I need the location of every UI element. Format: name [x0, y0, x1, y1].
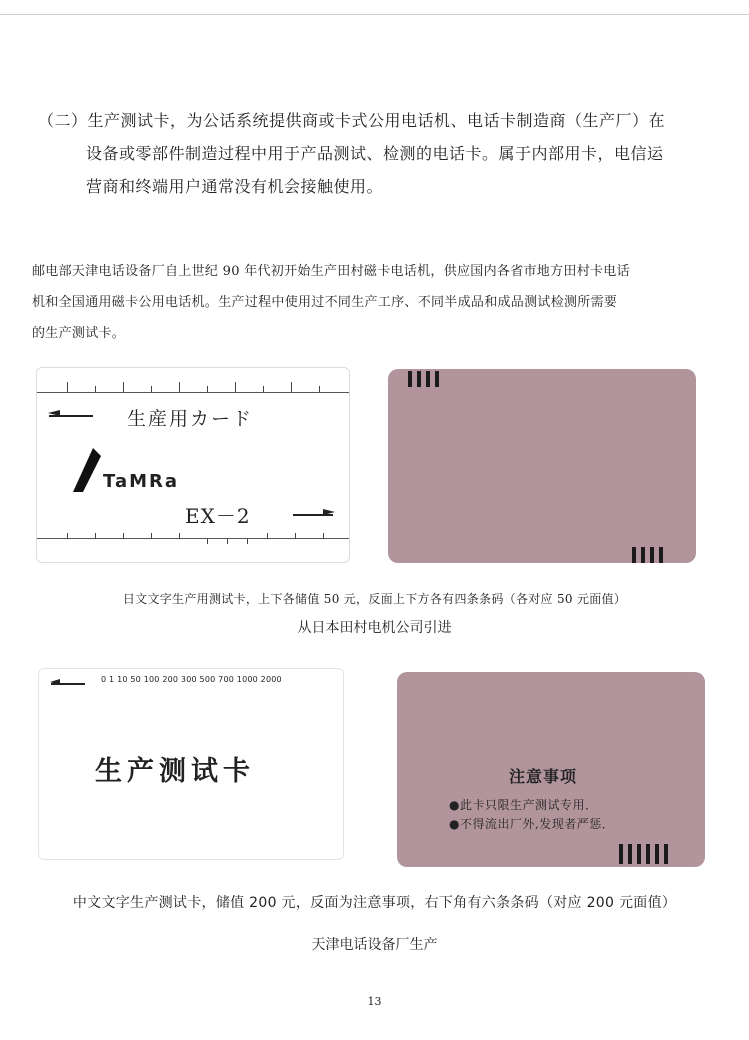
bottom-ruler	[37, 538, 349, 541]
section-paragraph	[38, 104, 718, 203]
intro-line-2: 机和全国通用磁卡公用电话机。生产过程中使用过不同生产工序、不同半成品和成品测试检测所需要	[32, 295, 618, 310]
japanese-test-card-back	[388, 369, 696, 563]
page-number: 13	[367, 995, 382, 1008]
card-title: 生产测试卡	[95, 756, 255, 787]
barcode-top	[408, 371, 439, 387]
top-border-line	[0, 14, 749, 15]
chinese-test-card-back	[397, 672, 705, 867]
notice-line-1: ●此卡只限生产测试专用．	[449, 798, 598, 812]
intro-line-1: 邮电部天津电话设备厂自上世纪 90 年代初开始生产田村磁卡电话机，供应国内各省市地方田村卡电话	[32, 264, 630, 279]
notice-title: 注意事项	[509, 767, 578, 786]
barcode-bottom	[632, 547, 663, 563]
barcode-bottom-right	[619, 844, 668, 864]
card2-caption: 中文文字生产测试卡，储值 200 元，反面为注意事项，右下角有六条条码（对应 200 元面值）	[72, 895, 677, 911]
card1-caption: 日文文字生产用测试卡，上下各储值 50 元，反面上下方各有四条条码（各对应 50 元面值）	[122, 592, 627, 606]
intro-line-3: 的生产测试卡。	[32, 326, 126, 341]
arrow-left-icon	[49, 415, 93, 417]
section-line-3: 营商和终端用户通常没有机会接触使用。	[86, 177, 384, 196]
chinese-test-card-front	[38, 668, 344, 860]
intro-paragraph	[32, 256, 722, 349]
card-front-label: 生産用カード	[127, 408, 254, 430]
tamra-logo-icon	[73, 448, 101, 492]
section-line-2: 设备或零部件制造过程中用于产品测试、检测的电话卡。属于内部用卡，电信运	[86, 144, 664, 163]
top-ruler	[37, 378, 349, 393]
card2-source: 天津电话设备厂生产	[311, 937, 438, 953]
section-heading-line: （二）生产测试卡，为公话系统提供商或卡式公用电话机、电话卡制造商（生产厂）在	[38, 111, 666, 130]
value-scale: 0 1 10 50 100 200 300 500 700 1000 2000	[101, 675, 282, 684]
notice-line-2: ●不得流出厂外,发现者严惩．	[449, 817, 615, 831]
arrow-right-icon	[293, 514, 333, 516]
japanese-test-card-front	[36, 367, 350, 563]
tamra-logo-text: TaMRa	[103, 471, 180, 492]
card-model: EX－2	[185, 504, 251, 528]
arrow-left-icon	[51, 683, 85, 685]
card1-source: 从日本田村电机公司引进	[297, 620, 452, 636]
